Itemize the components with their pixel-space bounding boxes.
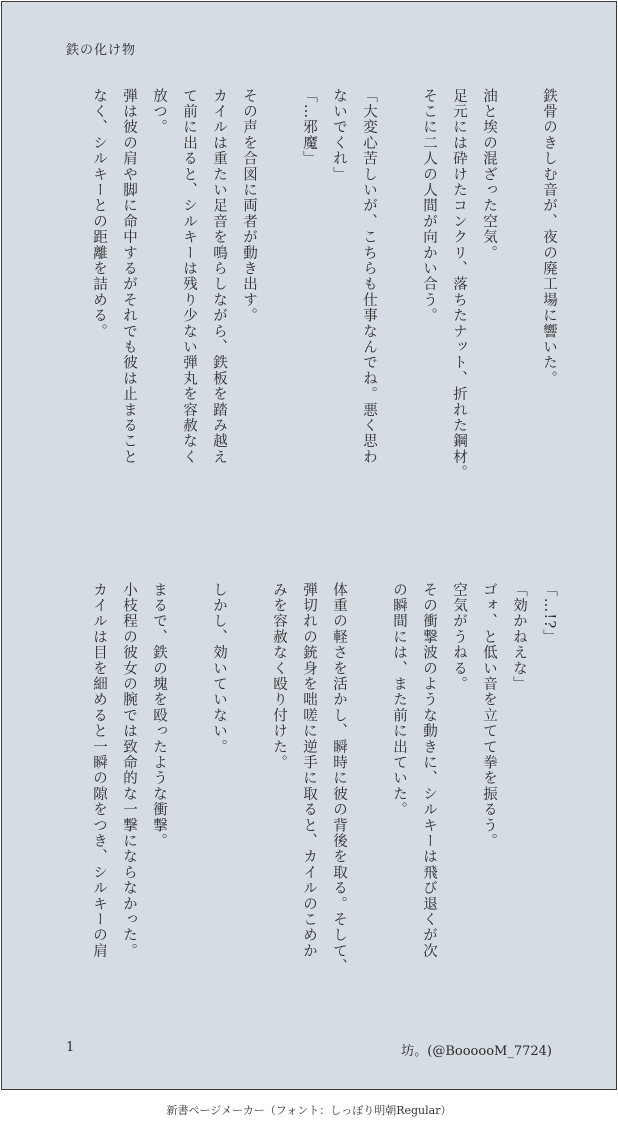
text-column: の瞬間には、また前に出ていた。 — [391, 582, 407, 818]
text-column: まるで、鉄の塊を殴ったような衝撃。 — [151, 582, 167, 849]
paragraph-gap — [384, 88, 414, 558]
text-column: なく、シルキーとの距離を詰める。 — [91, 88, 107, 340]
text-column: 鉄骨のきしむ音が、夜の廃工場に響いた。 — [541, 88, 557, 387]
text-column: 弾は彼の肩や脚に命中するがそれでも彼は止まること — [121, 88, 137, 465]
text-column: みを容赦なく殴り付けた。 — [271, 582, 287, 771]
text-column: しかし、効いていない。 — [211, 582, 227, 755]
text-column: 空気がうねる。 — [451, 582, 467, 692]
text-column: 「効かねえな」 — [511, 582, 527, 692]
text-column: カイルは目を細めると一瞬の隙をつき、シルキーの肩 — [91, 582, 107, 959]
paragraph-gap — [234, 582, 264, 1052]
generator-credit: 新書ページメーカー（フォント：しっぽり明朝Regular） — [166, 1104, 452, 1117]
text-block-bottom — [84, 582, 564, 1052]
text-column: 「大変心苦しいが、こちらも仕事なんでね。悪く思わ — [361, 88, 377, 465]
paragraph-gap — [504, 88, 534, 558]
book-page — [1, 1, 617, 1090]
text-column: 体重の軽さを活かし、瞬時に彼の背後を取る。そして、 — [331, 582, 347, 975]
text-column: て前に出ると、シルキーは残り少ない弾丸を容赦なく — [181, 88, 197, 465]
page-number: 1 — [66, 1040, 75, 1055]
paragraph-gap — [174, 582, 204, 1052]
text-column: 足元には砕けたコンクリ、落ちたナット、折れた鋼材。 — [451, 88, 467, 481]
text-column: 小枝程の彼女の腕では致命的な一撃にならなかった。 — [121, 582, 137, 959]
text-column: ゴォ、と低い音を立てて拳を振るう。 — [481, 582, 497, 849]
paragraph-gap — [264, 88, 294, 558]
text-column: 「…!?」 — [541, 582, 557, 646]
text-column: ないでくれ」 — [331, 88, 347, 183]
page-title: 鉄の化け物 — [66, 43, 137, 58]
text-column: そこに二人の人間が向かい合う。 — [421, 88, 437, 324]
text-column: その衝撃波のような動きに、シルキーは飛び退くが次 — [421, 582, 437, 959]
text-block-top — [84, 88, 564, 558]
text-column: 「…邪魔」 — [301, 88, 317, 167]
text-column: その声を合図に両者が動き出す。 — [241, 88, 257, 324]
text-column: 弾切れの銃身を咄嗟に逆手に取ると、カイルのこめか — [301, 582, 317, 959]
text-column: 放つ。 — [151, 88, 167, 136]
author-credit: 坊。(@BoooooM_7724) — [401, 1044, 552, 1059]
text-column: カイルは重たい足音を鳴らしながら、鉄板を踏み越え — [211, 88, 227, 465]
text-column: 油と埃の混ざった空気。 — [481, 88, 497, 261]
paragraph-gap — [354, 582, 384, 1052]
